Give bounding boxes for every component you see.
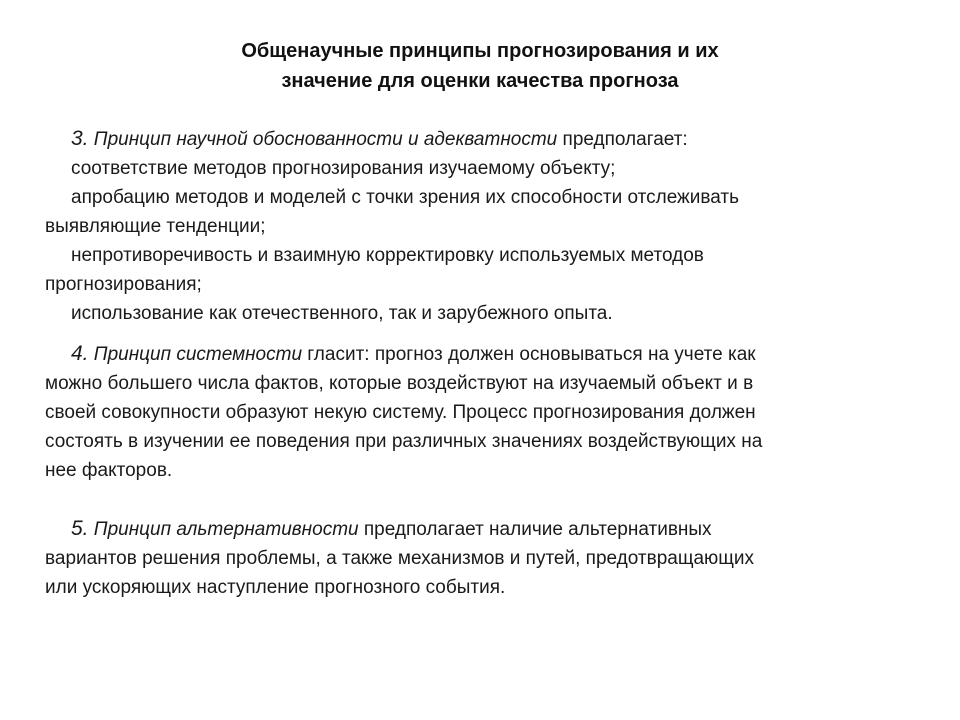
principle-3-number: 3.	[71, 127, 89, 150]
slide-title	[120, 36, 840, 96]
principle-3-block	[45, 124, 885, 328]
principle-4-number: 4.	[71, 342, 89, 365]
principle-3-item-continued: выявляющие тенденции;	[45, 216, 266, 237]
principle-4-text: нее факторов.	[45, 460, 173, 481]
principle-3-item: соответствие методов прогнозирования изучаемому объекту;	[71, 158, 616, 179]
principle-3-item: использование как отечественного, так и зарубежного опыта.	[71, 303, 613, 324]
principle-3-item: непротиворечивость и взаимную корректировку используемых методов	[71, 245, 704, 266]
principle-3-item: апробацию методов и моделей с точки зрения их способности отслеживать	[71, 187, 739, 208]
principle-5-heading	[45, 514, 885, 544]
principle-4-text: можно большего числа фактов, которые воздействуют на изучаемый объект и в	[45, 373, 754, 394]
principle-5-text: вариантов решения проблемы, а также механизмов и путей, предотвращающих	[45, 548, 755, 569]
principle-3-item-continued: прогнозирования;	[45, 274, 202, 295]
principle-3-intro: предполагает:	[562, 129, 688, 150]
principle-5-text: или ускоряющих наступление прогнозного события.	[45, 577, 506, 598]
principle-5-name: Принцип альтернативности	[93, 519, 359, 540]
principle-3-heading	[45, 124, 885, 154]
principle-4-text: гласит: прогноз должен основываться на учете как	[307, 344, 756, 365]
principle-5-text: предполагает наличие альтернативных	[363, 519, 712, 540]
principle-4-block	[45, 339, 885, 485]
title-line-1: Общенаучные принципы прогнозирования и их	[241, 40, 719, 62]
principle-4-text: своей совокупности образуют некую систему. Процесс прогнозирования должен	[45, 402, 756, 423]
principle-5-number: 5.	[71, 517, 89, 540]
title-line-2: значение для оценки качества прогноза	[281, 70, 679, 92]
principle-4-text: состоять в изучении ее поведения при различных значениях воздействующих на	[45, 431, 763, 452]
principle-4-heading	[45, 339, 885, 369]
principle-3-name: Принцип научной обоснованности и адекватности	[93, 129, 558, 150]
principle-4-name: Принцип системности	[93, 344, 303, 365]
principle-5-block	[45, 514, 885, 602]
